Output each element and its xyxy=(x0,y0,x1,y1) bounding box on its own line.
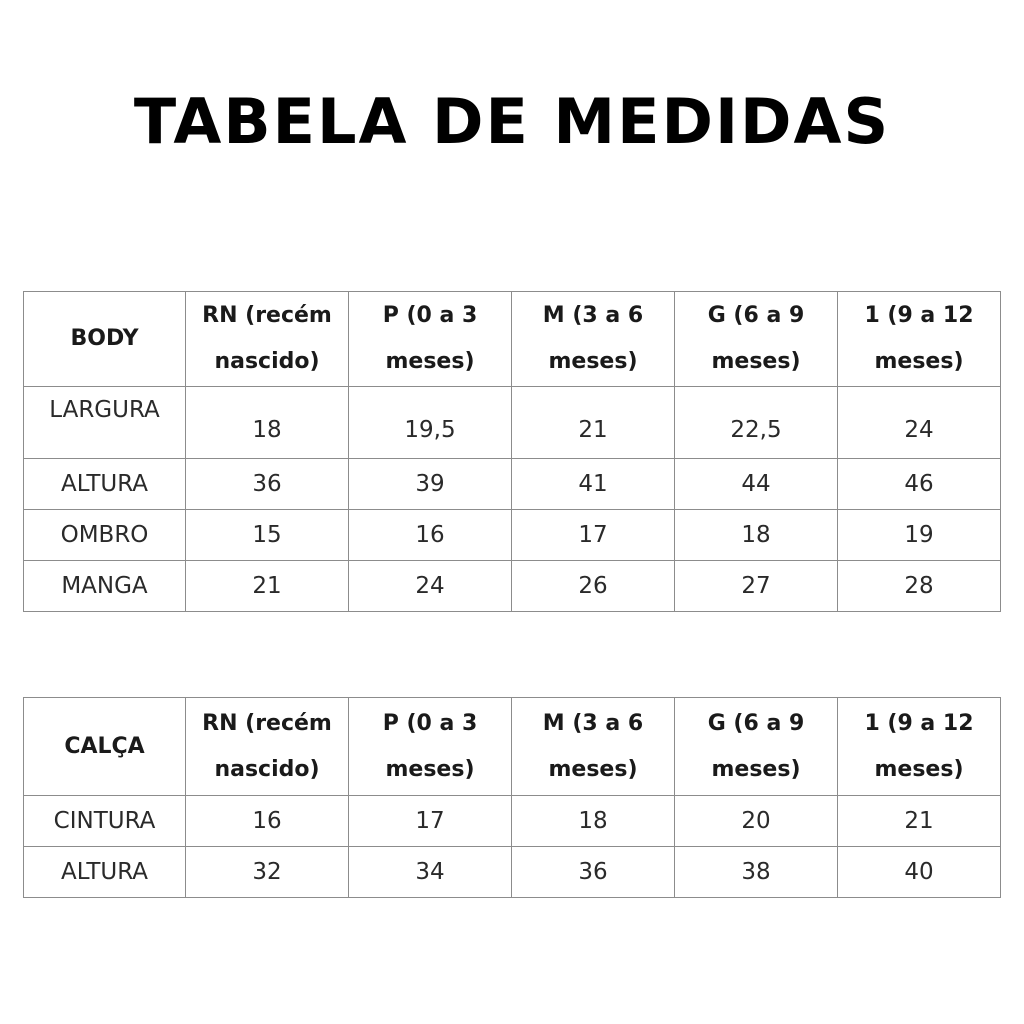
size-header-p xyxy=(349,292,512,387)
size-header-p xyxy=(349,698,512,796)
size-header-line: 1 (9 a 12 xyxy=(864,710,974,736)
table-cell: 16 xyxy=(349,510,512,561)
table-row xyxy=(24,847,1001,898)
row-label-altura: ALTURA xyxy=(24,459,186,510)
table-cell: 27 xyxy=(675,561,838,612)
size-header-g xyxy=(675,698,838,796)
table-cell: 16 xyxy=(186,796,349,847)
pants-size-table xyxy=(23,697,1001,898)
page-title: TABELA DE MEDIDAS xyxy=(133,85,891,158)
table-cell: 39 xyxy=(349,459,512,510)
table-row xyxy=(24,459,1001,510)
table-cell: 17 xyxy=(512,510,675,561)
table-cell: 36 xyxy=(512,847,675,898)
row-label-cintura: CINTURA xyxy=(24,796,186,847)
size-header-line: meses) xyxy=(548,349,638,374)
table-cell: 18 xyxy=(512,796,675,847)
table-row xyxy=(24,561,1001,612)
size-header-rn xyxy=(186,292,349,387)
table-cell: 19 xyxy=(838,510,1001,561)
size-header-line: meses) xyxy=(874,756,964,782)
row-label-ombro: OMBRO xyxy=(24,510,186,561)
table-cell: 40 xyxy=(838,847,1001,898)
size-header-line: meses) xyxy=(874,349,964,374)
size-header-line: meses) xyxy=(385,756,475,782)
table-cell: 28 xyxy=(838,561,1001,612)
table-cell: 24 xyxy=(349,561,512,612)
row-label-largura: LARGURA xyxy=(24,387,186,459)
size-header-line: RN (recém xyxy=(202,303,332,328)
table-cell: 20 xyxy=(675,796,838,847)
table-cell: 26 xyxy=(512,561,675,612)
table-row xyxy=(24,796,1001,847)
size-header-line: M (3 a 6 xyxy=(542,303,644,328)
table-label-calca: CALÇA xyxy=(24,698,186,796)
size-header-line: meses) xyxy=(385,349,475,374)
table-cell: 21 xyxy=(512,387,675,459)
size-header-line: nascido) xyxy=(214,756,320,782)
row-label-altura: ALTURA xyxy=(24,847,186,898)
table-cell: 18 xyxy=(186,387,349,459)
table-cell: 44 xyxy=(675,459,838,510)
size-header-line: nascido) xyxy=(214,349,320,374)
table-cell: 19,5 xyxy=(349,387,512,459)
size-header-g xyxy=(675,292,838,387)
table-cell: 36 xyxy=(186,459,349,510)
size-header-line: G (6 a 9 xyxy=(707,710,805,736)
size-header-m xyxy=(512,698,675,796)
table-cell: 15 xyxy=(186,510,349,561)
table-cell: 46 xyxy=(838,459,1001,510)
size-header-line: P (0 a 3 xyxy=(382,710,478,736)
body-size-table xyxy=(23,291,1001,612)
table-cell: 32 xyxy=(186,847,349,898)
size-header-rn xyxy=(186,698,349,796)
size-header-m xyxy=(512,292,675,387)
size-header-line: meses) xyxy=(711,349,801,374)
size-header-1 xyxy=(838,698,1001,796)
size-header-line: meses) xyxy=(711,756,801,782)
table-row xyxy=(24,387,1001,459)
size-header-line: P (0 a 3 xyxy=(382,303,478,328)
table-cell: 17 xyxy=(349,796,512,847)
table-cell: 34 xyxy=(349,847,512,898)
table-header-row xyxy=(24,698,1001,796)
table-cell: 38 xyxy=(675,847,838,898)
table-cell: 41 xyxy=(512,459,675,510)
size-header-line: meses) xyxy=(548,756,638,782)
table-cell: 22,5 xyxy=(675,387,838,459)
table-cell: 24 xyxy=(838,387,1001,459)
size-header-line: M (3 a 6 xyxy=(542,710,644,736)
size-header-line: G (6 a 9 xyxy=(707,303,805,328)
size-header-line: RN (recém xyxy=(202,710,332,736)
size-header-1 xyxy=(838,292,1001,387)
row-label-manga: MANGA xyxy=(24,561,186,612)
size-header-line: 1 (9 a 12 xyxy=(864,303,974,328)
table-cell: 21 xyxy=(186,561,349,612)
table-header-row xyxy=(24,292,1001,387)
table-row xyxy=(24,510,1001,561)
table-cell: 18 xyxy=(675,510,838,561)
table-cell: 21 xyxy=(838,796,1001,847)
table-label-body: BODY xyxy=(24,292,186,387)
